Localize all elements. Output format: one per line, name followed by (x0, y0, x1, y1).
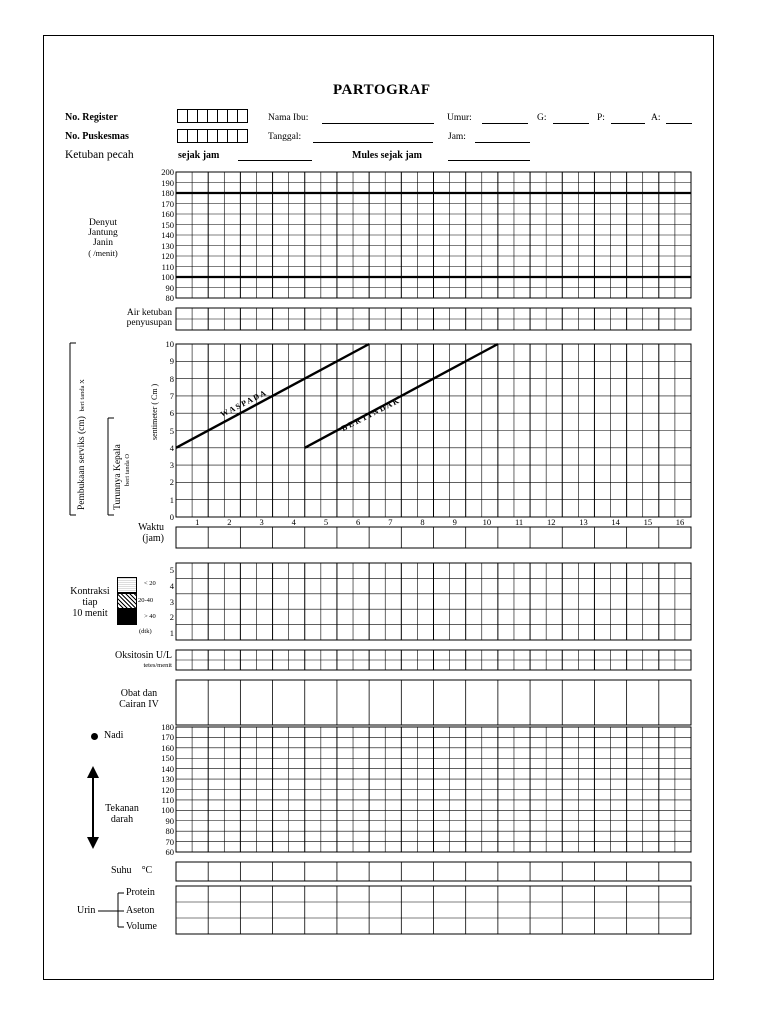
bp-tick: 120 (161, 784, 174, 795)
hour-tick: 14 (611, 517, 620, 527)
sentimeter-label: sentimeter ( Cm ) (150, 383, 159, 440)
hour-tick: 9 (452, 517, 457, 527)
kontraksi-tick: 5 (169, 565, 174, 575)
obat-label: Obat dan Cairan IV (119, 688, 159, 710)
cervix-tick: 6 (169, 408, 174, 419)
fhr-tick: 120 (161, 251, 174, 261)
hour-tick: 16 (675, 517, 685, 527)
cervix-tick: 3 (169, 460, 174, 471)
nadi-label: Nadi (104, 730, 124, 741)
fhr-tick: 140 (161, 230, 174, 240)
hour-tick: 11 (514, 517, 524, 527)
cervix-tick: 10 (165, 339, 174, 349)
sejak-jam-label: sejak jam (178, 150, 220, 161)
legend-20-40: 20-40 (138, 597, 154, 604)
hour-tick: 13 (579, 517, 588, 527)
fhr-tick: 200 (161, 167, 174, 177)
waspada-label: W A S P A D A (219, 388, 268, 420)
ketuban-pecah-label: Ketuban pecah (65, 149, 134, 161)
cervix-tick: 9 (169, 356, 174, 367)
nama-ibu-label: Nama Ibu: (268, 113, 309, 123)
bp-tick: 170 (161, 732, 174, 743)
bp-tick: 160 (161, 742, 174, 753)
fhr-tick: 180 (161, 188, 174, 198)
bp-tick: 100 (161, 805, 174, 816)
hour-tick: 5 (323, 517, 329, 527)
cervix-tick: 1 (169, 494, 174, 505)
cervix-tick: 4 (169, 442, 174, 453)
cervix-tick: 0 (169, 512, 174, 522)
no-register-label: No. Register (65, 112, 118, 123)
hour-tick: 1 (195, 517, 200, 527)
fhr-tick: 150 (161, 219, 174, 230)
legend-lt20: < 20 (144, 580, 156, 587)
hour-tick: 12 (547, 517, 556, 527)
bp-tick: 130 (161, 774, 174, 785)
suhu-label: Suhu °C (111, 865, 153, 876)
tanggal-label: Tanggal: (268, 132, 302, 142)
hour-tick: 8 (420, 517, 425, 527)
turunnya-kepala-note: beri tanda O (124, 453, 131, 486)
hour-tick: 10 (482, 517, 492, 527)
pembukaan-serviks-label: Pembukaan serviks (cm) beri tanda X (77, 379, 87, 510)
bp-tick: 140 (161, 763, 174, 774)
fhr-tick: 100 (161, 272, 174, 282)
form-title: PARTOGRAF (333, 82, 431, 98)
hour-tick: 2 (227, 517, 232, 527)
fhr-label: Denyut Jantung Janin ( /menit) (88, 218, 118, 258)
kontraksi-tick: 1 (169, 628, 174, 638)
urin-aseton-label: Aseton (126, 905, 155, 916)
waktu-label: Waktu (jam) (138, 522, 164, 544)
cervix-tick: 7 (169, 390, 174, 401)
no-puskesmas-label: No. Puskesmas (65, 131, 129, 142)
fhr-tick: 80 (165, 293, 174, 303)
turunnya-kepala-label: Turunnya Kepala (113, 444, 123, 510)
fhr-tick: 160 (161, 209, 174, 219)
urin-bracket (98, 893, 124, 927)
kontraksi-tick: 3 (169, 596, 174, 607)
fhr-tick: 110 (161, 261, 174, 272)
a-label: A: (651, 113, 661, 123)
oksitosin-sub: tetes/menit (143, 662, 172, 669)
kontraksi-tick: 2 (169, 612, 174, 623)
p-label: P: (597, 113, 605, 123)
fhr-tick: 130 (161, 240, 174, 251)
g-label: G: (537, 113, 547, 123)
jam-label: Jam: (448, 132, 466, 142)
bp-tick: 150 (161, 753, 174, 764)
cervix-tick: 8 (169, 373, 174, 384)
kontraksi-label: Kontraksi tiap 10 menit (70, 586, 110, 619)
bp-tick: 70 (165, 836, 174, 847)
kontraksi-tick: 4 (169, 580, 174, 591)
hour-tick: 6 (356, 517, 361, 527)
bp-tick: 110 (161, 794, 174, 805)
urin-label: Urin (77, 905, 96, 916)
cervix-tick: 2 (169, 477, 174, 488)
bp-tick: 80 (165, 826, 174, 837)
bertindak-label: B E R T I N D A K (340, 396, 401, 434)
oksitosin-label: Oksitosin U/L (115, 650, 172, 661)
legend-unit: (dtk) (139, 628, 152, 635)
umur-label: Umur: (447, 113, 472, 123)
bp-tick: 180 (161, 722, 174, 732)
mules-sejak-jam-label: Mules sejak jam (352, 150, 422, 161)
hour-tick: 7 (388, 517, 393, 527)
bp-double-arrow-icon (87, 766, 99, 849)
fhr-tick: 170 (161, 198, 174, 209)
urin-volume-label: Volume (126, 921, 157, 932)
bp-tick: 60 (165, 847, 174, 857)
air-ketuban-label: Air ketuban penyusupan (126, 308, 172, 328)
tekanan-darah-label: Tekanan darah (105, 803, 139, 825)
fhr-tick: 190 (161, 177, 174, 188)
legend-gt40: > 40 (144, 613, 156, 620)
hour-tick: 3 (259, 517, 264, 527)
cervix-tick: 5 (169, 425, 174, 436)
hour-tick: 15 (643, 517, 653, 527)
bp-tick: 90 (165, 815, 174, 826)
fhr-tick: 90 (165, 282, 174, 293)
hour-tick: 4 (291, 517, 296, 527)
urin-protein-label: Protein (126, 887, 155, 898)
